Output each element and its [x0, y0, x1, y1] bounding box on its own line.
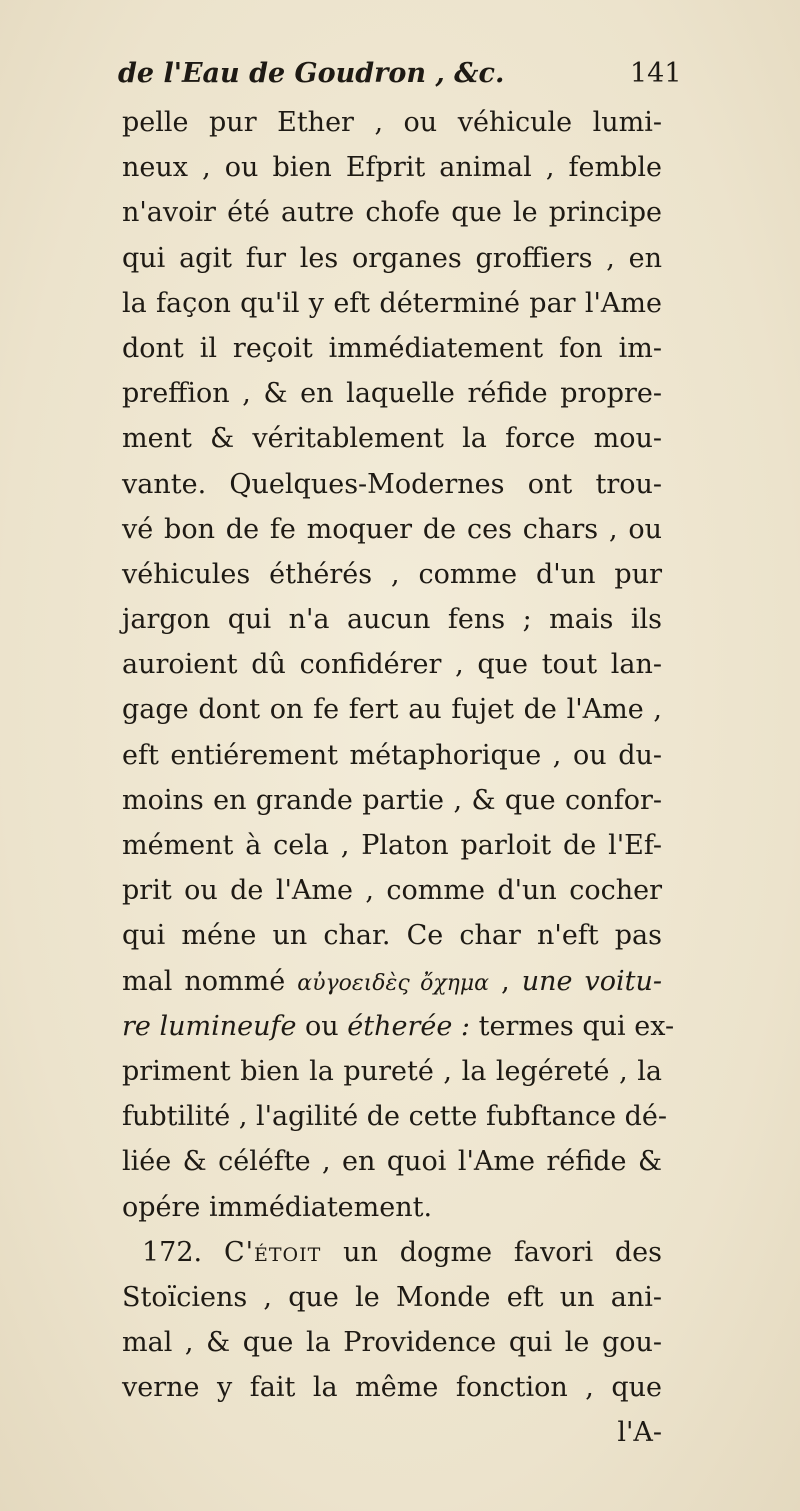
text-segment: mal nommé	[122, 965, 298, 997]
text-line: prit ou de l'Ame , comme d'un cocher	[122, 875, 662, 907]
running-head	[118, 56, 698, 92]
text-line: priment bien la pureté , la legéreté , la	[122, 1055, 662, 1087]
text-line: moins en grande partie , & que confor-	[122, 784, 662, 816]
text-line: mément à cela , Platon parloit de l'Ef-	[122, 830, 662, 861]
catchword: l'A-	[617, 1417, 662, 1449]
greek-phrase: αὐγοειδὲς ὄχημα	[297, 970, 490, 996]
text-line: véhicules éthérés , comme d'un pur	[122, 558, 662, 590]
text-line: verne y fait la même fonction , que	[122, 1372, 662, 1404]
paragraph-172-start	[122, 1230, 662, 1275]
text-line: Stoïciens , que le Monde eft un ani-	[122, 1281, 662, 1313]
text-line: qui méne un char. Ce char n'eft pas	[122, 920, 662, 952]
page-number: 141	[630, 58, 682, 89]
text-line: la façon qu'il y eft déterminé par l'Ame	[122, 287, 662, 319]
text-line-greek	[122, 959, 662, 1004]
text-line: eft entiérement métaphorique , ou du-	[122, 739, 662, 771]
text-line: vante. Quelques-Modernes ont trou-	[122, 468, 662, 500]
text-line: liée & céléfte , en quoi l'Ame réfide &	[122, 1146, 662, 1178]
small-caps-word: C'étoit	[223, 1236, 322, 1268]
text-line: jargon qui n'a aucun fens ; mais ils	[122, 604, 662, 636]
text-segment: un dogme favori des	[321, 1236, 662, 1268]
text-line: n'avoir été autre chofe que le principe	[122, 197, 662, 229]
text-line-paragraph-end: opére immédiatement.	[122, 1191, 433, 1223]
text-line-italic	[122, 1004, 675, 1049]
text-line: mal , & que la Providence qui le gou-	[122, 1327, 662, 1359]
text-line: pelle pur Ether , ou véhicule lumi-	[122, 107, 662, 138]
running-title: de l'Eau de Goudron , &c.	[118, 58, 505, 89]
italic-phrase: re lumineufe	[122, 1010, 297, 1042]
text-segment: ,	[489, 965, 522, 997]
italic-phrase: étherée :	[347, 1010, 471, 1042]
italic-phrase: une voitu-	[521, 965, 662, 997]
text-segment: ou	[296, 1010, 348, 1042]
text-segment: termes qui ex-	[470, 1010, 675, 1042]
text-line: auroient dû confidérer , que tout lan-	[122, 649, 662, 681]
paragraph-number: 172.	[142, 1236, 224, 1268]
text-line: qui agit fur les organes groffiers , en	[122, 242, 662, 274]
body-text	[122, 100, 675, 1456]
text-line: ment & véritablement la force mou-	[122, 423, 662, 455]
text-line: neux , ou bien Efprit animal , femble	[122, 152, 662, 184]
text-line: dont il reçoit immédiatement fon im-	[122, 332, 662, 364]
text-line: vé bon de fe moquer de ces chars , ou	[122, 513, 662, 545]
text-line: fubtilité , l'agilité de cette fubftance dé-	[122, 1101, 668, 1133]
text-line: gage dont on fe fert au fujet de l'Ame ,	[122, 694, 662, 726]
text-line: preffion , & en laquelle réfide propre-	[122, 378, 662, 410]
